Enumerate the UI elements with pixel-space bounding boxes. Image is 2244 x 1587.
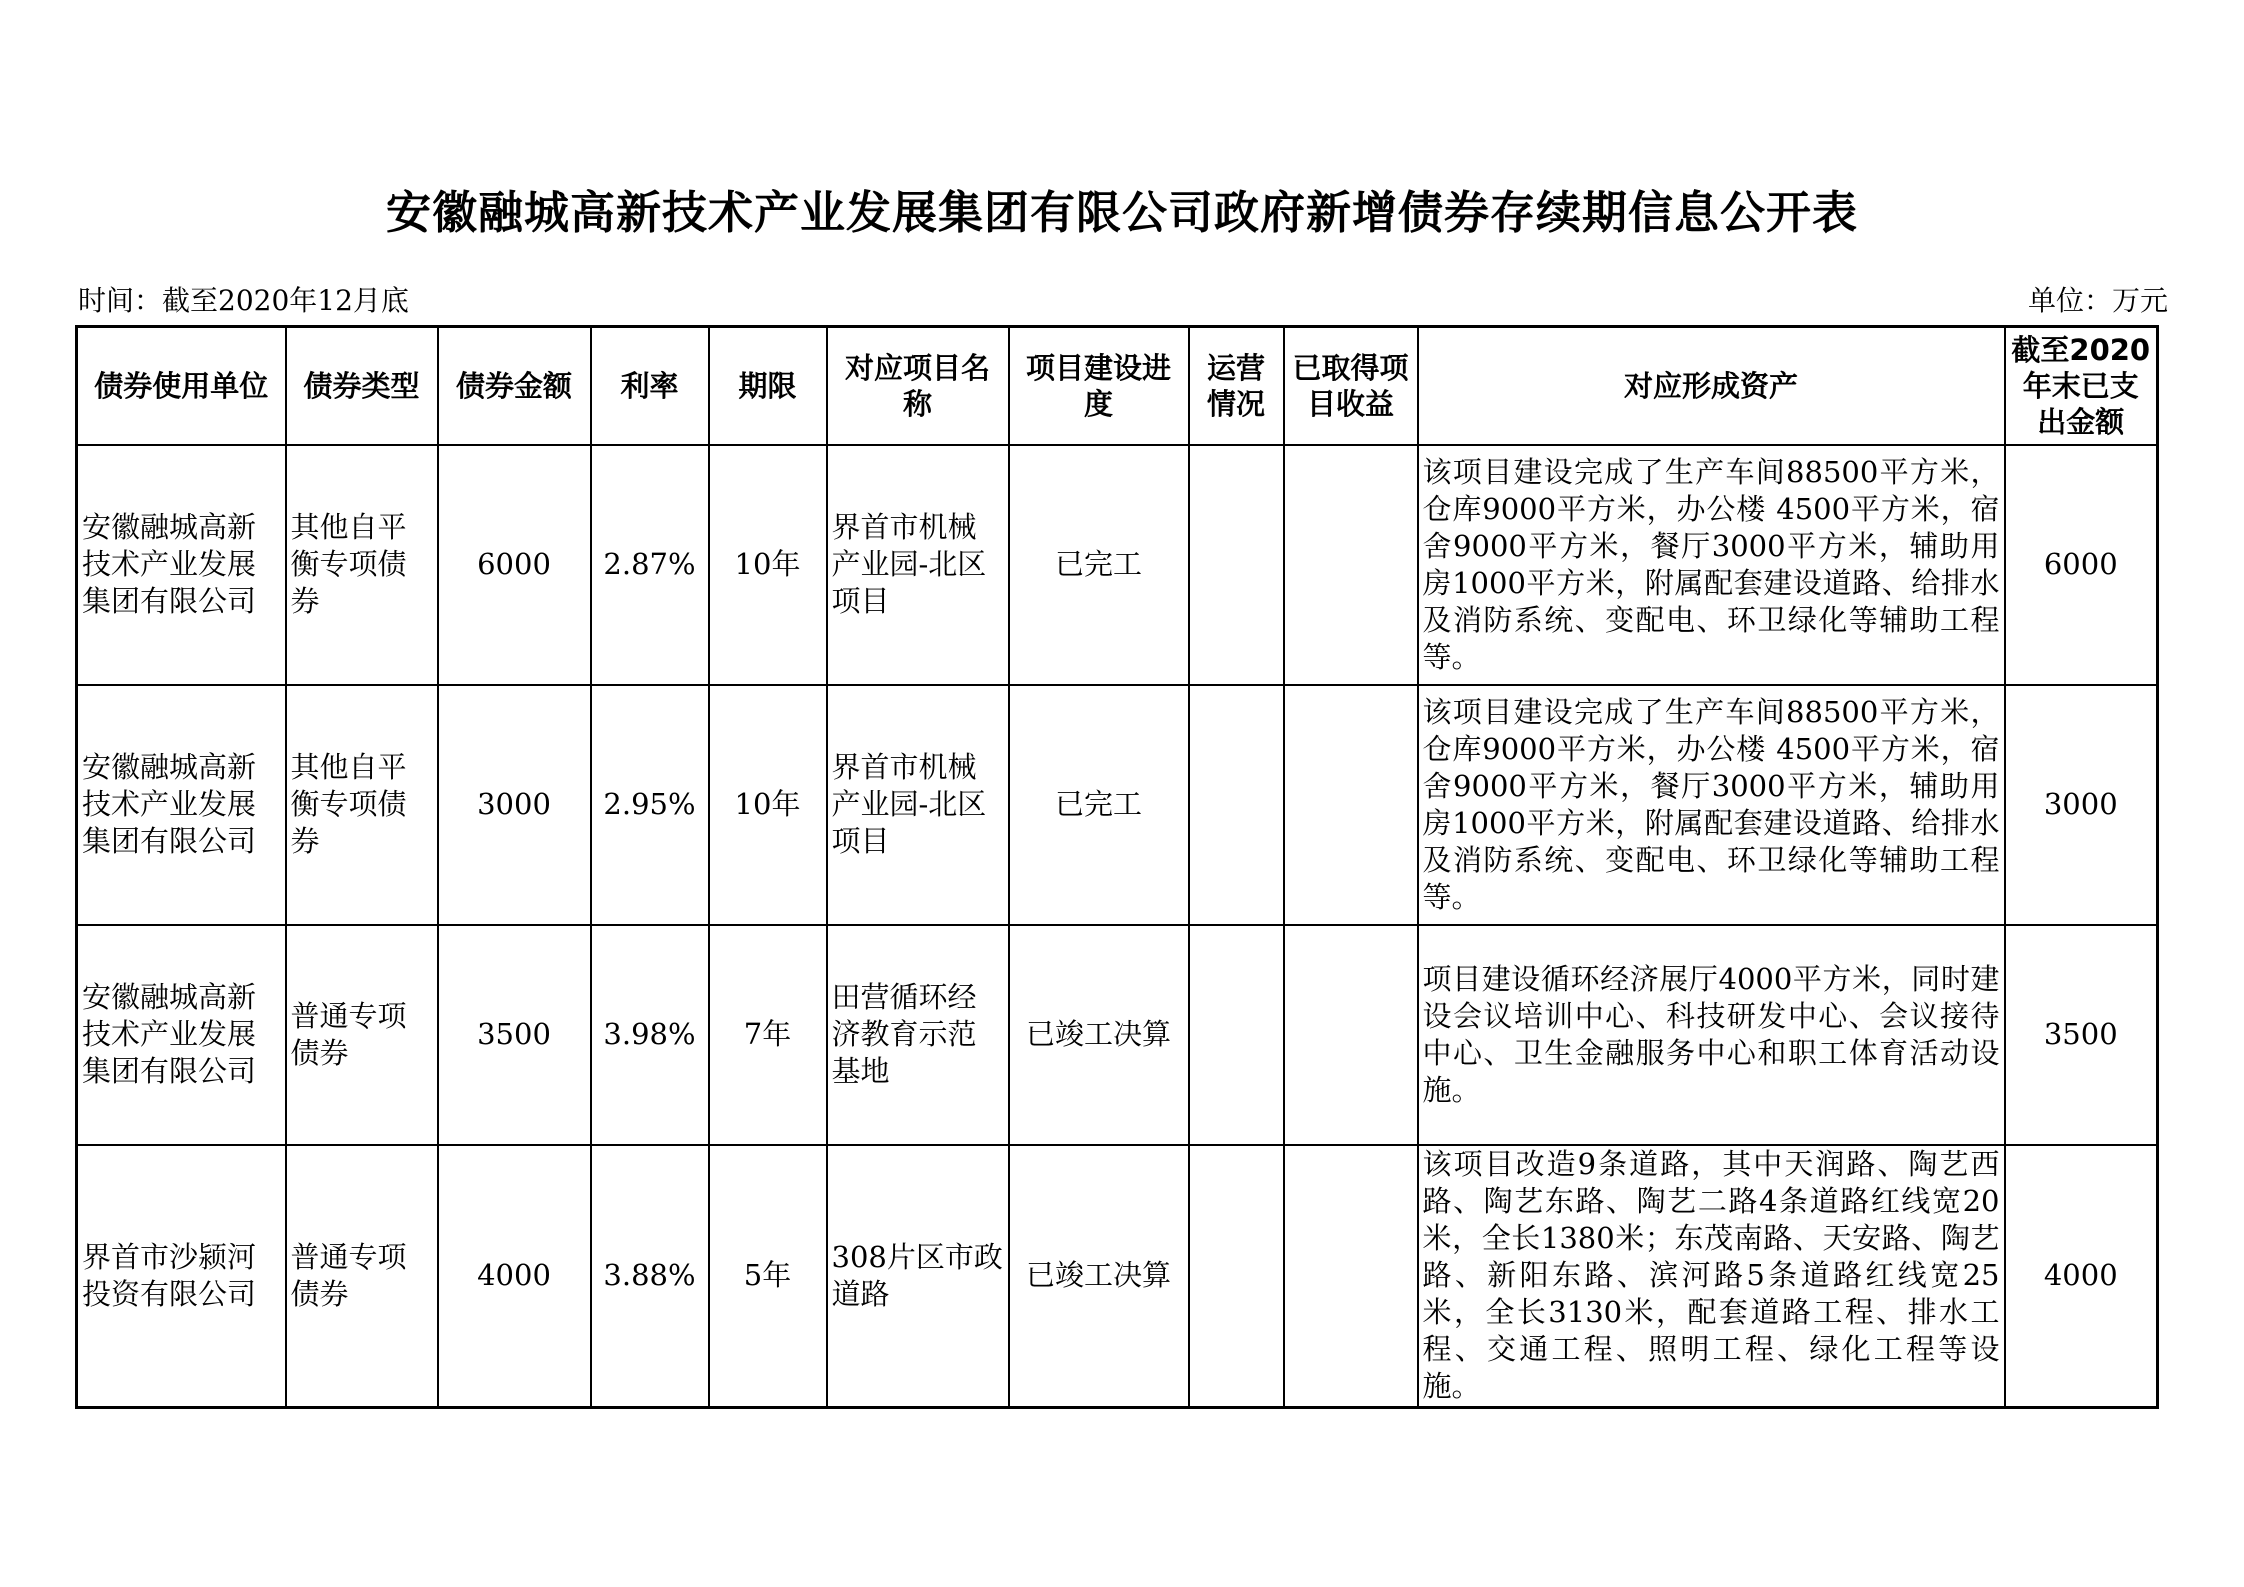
header-bond-user: 债券使用单位 <box>77 327 286 445</box>
table-row <box>77 1145 2158 1408</box>
header-interest-rate: 利率 <box>591 327 709 445</box>
cell-construction-progress: 已完工 <box>1009 445 1189 685</box>
cell-project-income <box>1284 925 1418 1145</box>
table-row <box>77 925 2158 1145</box>
cell-amount-spent: 4000 <box>2005 1145 2158 1408</box>
cell-project-name: 田营循环经济教育示范基地 <box>827 925 1009 1145</box>
cell-amount-spent: 6000 <box>2005 445 2158 685</box>
cell-operation-status <box>1189 925 1284 1145</box>
cell-bond-amount: 3500 <box>438 925 591 1145</box>
cell-bond-user: 界首市沙颍河投资有限公司 <box>77 1145 286 1408</box>
cell-bond-user: 安徽融城高新技术产业发展集团有限公司 <box>77 925 286 1145</box>
cell-interest-rate: 3.88% <box>591 1145 709 1408</box>
cell-project-name: 界首市机械产业园-北区项目 <box>827 445 1009 685</box>
cell-term: 7年 <box>709 925 827 1145</box>
cell-construction-progress: 已完工 <box>1009 685 1189 925</box>
cell-interest-rate: 3.98% <box>591 925 709 1145</box>
header-amount-spent: 截至2020年末已支出金额 <box>2005 327 2158 445</box>
cell-operation-status <box>1189 685 1284 925</box>
cell-formed-assets: 该项目改造9条道路，其中天润路、陶艺西路、陶艺东路、陶艺二路4条道路红线宽20米，全长1380米；东茂南路、天安路、陶艺路、新阳东路、滨河路5条道路红线宽25米，全长3130米，配套道路工程、排水工程、交通工程、照明工程、绿化工程等设施。 <box>1418 1145 2005 1408</box>
header-project-name: 对应项目名称 <box>827 327 1009 445</box>
cell-formed-assets: 该项目建设完成了生产车间88500平方米，仓库9000平方米，办公楼 4500平方米，宿舍9000平方米，餐厅3000平方米，辅助用房1000平方米，附属配套建设道路、给排水及消防系统、变配电、环卫绿化等辅助工程等。 <box>1418 685 2005 925</box>
header-construction-progress: 项目建设进度 <box>1009 327 1189 445</box>
cell-project-income <box>1284 445 1418 685</box>
cell-project-name: 308片区市政道路 <box>827 1145 1009 1408</box>
cell-bond-type: 其他自平衡专项债券 <box>286 685 438 925</box>
cell-operation-status <box>1189 1145 1284 1408</box>
cell-bond-type: 普通专项债券 <box>286 1145 438 1408</box>
cell-bond-amount: 3000 <box>438 685 591 925</box>
bond-disclosure-table <box>75 325 2159 1409</box>
cell-construction-progress: 已竣工决算 <box>1009 925 1189 1145</box>
cell-bond-amount: 4000 <box>438 1145 591 1408</box>
cell-bond-type: 其他自平衡专项债券 <box>286 445 438 685</box>
header-bond-amount: 债券金额 <box>438 327 591 445</box>
cell-amount-spent: 3000 <box>2005 685 2158 925</box>
header-bond-type: 债券类型 <box>286 327 438 445</box>
cell-bond-user: 安徽融城高新技术产业发展集团有限公司 <box>77 445 286 685</box>
cell-amount-spent: 3500 <box>2005 925 2158 1145</box>
cell-formed-assets: 项目建设循环经济展厅4000平方米，同时建设会议培训中心、科技研发中心、会议接待中心、卫生金融服务中心和职工体育活动设施。 <box>1418 925 2005 1145</box>
table-row <box>77 685 2158 925</box>
table-header-row <box>77 327 2158 445</box>
header-term: 期限 <box>709 327 827 445</box>
report-unit: 单位：万元 <box>2027 284 2168 317</box>
cell-term: 5年 <box>709 1145 827 1408</box>
report-time: 时间：截至2020年12月底 <box>78 284 409 317</box>
page-title: 安徽融城高新技术产业发展集团有限公司政府新增债券存续期信息公开表 <box>385 186 1858 239</box>
cell-term: 10年 <box>709 445 827 685</box>
cell-interest-rate: 2.95% <box>591 685 709 925</box>
header-formed-assets: 对应形成资产 <box>1418 327 2005 445</box>
cell-bond-type: 普通专项债券 <box>286 925 438 1145</box>
cell-construction-progress: 已竣工决算 <box>1009 1145 1189 1408</box>
cell-project-income <box>1284 685 1418 925</box>
cell-term: 10年 <box>709 685 827 925</box>
cell-bond-amount: 6000 <box>438 445 591 685</box>
cell-project-name: 界首市机械产业园-北区项目 <box>827 685 1009 925</box>
table-row <box>77 445 2158 685</box>
header-project-income: 已取得项目收益 <box>1284 327 1418 445</box>
cell-project-income <box>1284 1145 1418 1408</box>
cell-interest-rate: 2.87% <box>591 445 709 685</box>
cell-formed-assets: 该项目建设完成了生产车间88500平方米，仓库9000平方米，办公楼 4500平方米，宿舍9000平方米，餐厅3000平方米，辅助用房1000平方米，附属配套建设道路、给排水及消防系统、变配电、环卫绿化等辅助工程等。 <box>1418 445 2005 685</box>
cell-bond-user: 安徽融城高新技术产业发展集团有限公司 <box>77 685 286 925</box>
cell-operation-status <box>1189 445 1284 685</box>
header-operation-status: 运营情况 <box>1189 327 1284 445</box>
